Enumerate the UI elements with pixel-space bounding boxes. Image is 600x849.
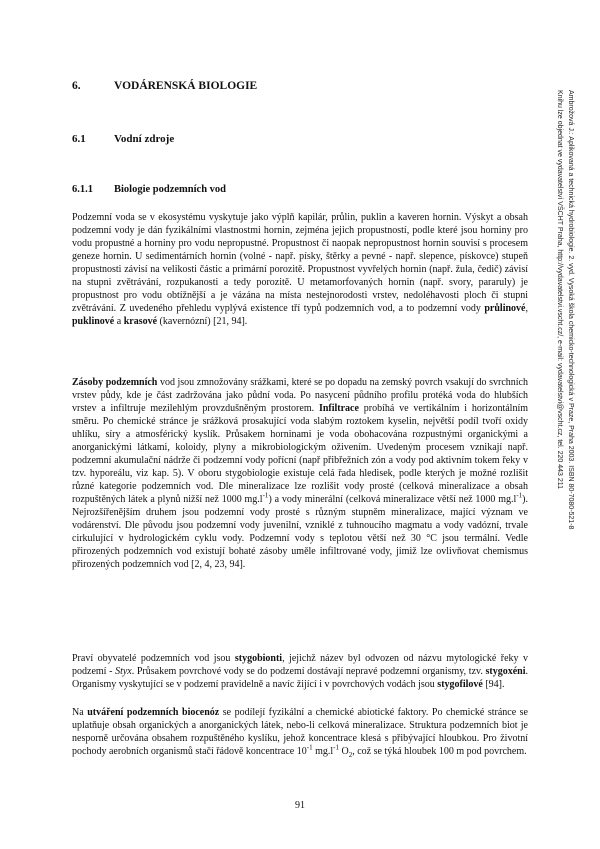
chapter-number: 6.	[72, 80, 81, 92]
section-heading	[72, 133, 174, 145]
chapter-heading	[72, 80, 257, 92]
text-run: mg.l	[312, 746, 334, 757]
bold-term: utváření podzemních biocenóz	[87, 707, 220, 718]
text-run: Praví obyvatelé podzemních vod jsou	[72, 653, 235, 664]
text-run: . Průsakem povrchové vody se do podzemí dostávají nepravé podzemní organismy, tzv.	[131, 666, 486, 677]
text-run: ) a vody minerální (celková mineralizace větší než 1000 mg.l	[268, 494, 517, 505]
subsection-number: 6.1.1	[72, 184, 93, 195]
chapter-title: VODÁRENSKÁ BIOLOGIE	[114, 80, 258, 92]
text-run: a	[114, 316, 124, 327]
text-run: se podílejí fyzikální a chemické abiotické faktory. Po chemické stránce se uplatňuje obsah organických a anorganických látek, nebo-li celková mineralizace. Struktura podzemních biot je nesporně určována obsahem rozpuštěného kyslíku, jehož koncentrace klesá s přibývající hloubkou. Pro životní pochody aerobních organismů stačí řádově koncentrace 10	[72, 707, 528, 757]
superscript: -1	[516, 491, 523, 500]
bold-term: Infiltrace	[318, 403, 359, 414]
paragraph	[72, 706, 528, 758]
text-run: , což se týká hloubek 100 m pod povrchem.	[352, 746, 527, 757]
text-run: [94].	[482, 679, 505, 690]
paragraph	[72, 211, 528, 328]
text-run: vod jsou zmnožovány srážkami, které se po dopadu na zemský povrch vsakují do svrchních vrstev půdy, kde je část zadržována jako půdní voda. Po nasycení půdního profilu protéká voda do hlubších vrstev a infiltruje mezilehlým provzdušněným prostorem.	[72, 377, 528, 414]
side-note-order-info: Knihu lze objednat ve vydavatelství VŠCHT Praha, http://vydavatelstvi.vscht.cz/, e-mail: vydavatelstvi@vscht.cz, tel. 220 443 211	[556, 90, 563, 490]
text-run: Na	[72, 707, 88, 718]
text-run: ,	[525, 303, 528, 314]
bold-term: puklinové	[72, 316, 115, 327]
subscript: 2	[348, 751, 353, 759]
italic-term: Styx	[115, 666, 132, 677]
text-run: O	[338, 746, 349, 757]
text-run: (kavernózní) [21, 94].	[157, 316, 248, 327]
text-run: , jejichž název byl odvozen od názvu mytologické řeky v podzemí -	[72, 653, 528, 677]
section-title: Vodní zdroje	[114, 133, 175, 145]
text-run: Podzemní voda se v ekosystému vyskytuje jako výplň kapilár, průlin, puklin a kaveren hornin. Výskyt a obsah podzemní vody je dán fyzikálními vlastnostmi hornin, zejména jejich propustností, podle které jsou horniny pro vodu propustné a horniny pro vodu nepropustné. Propustnost či naopak nepropustnost hornin souvisí s procesem geneze hornin. U sedimentárních hornin (volné - např. písky, štěrky a pevné - např. slepence, pískovce) stupeň propustnosti závisí na velikosti částic a primární porozitě. Propustnost vyvřelých hornin (např. žula, čedič) závisí na stupni zvětrávání, rozpukanosti a tedy porozitě. U metamorfovaných hornin (např. svory, pararuly) je propustnost pro vodu obtížnější a je vázána na místa nestejnorodosti vrstev, nedoléhavosti ploch či stupni zvětrávání. Z uvedeného přehledu vyplývá existence tří typů podzemních vod, a to podzemní vody	[72, 212, 528, 314]
paragraph	[72, 652, 528, 691]
superscript: -1	[306, 743, 313, 752]
subsection-heading	[72, 184, 226, 195]
text-run: probíhá ve vertikálním i horizontálním směru. Po chemické stránce je srážková prosakující voda slabým roztokem kyselin, největší podíl tvoří oxidy uhlíku, síry a atmosférický kyslík. Průsakem horninami je voda obohacována rozpustnými organickými a anorganickými látkami, koloidy, plyny a mikrobiologickým oživením. Uvedeným procesem vznikají např. podzemní akumulační nádrže či podzemní vody pořícní (např přibřežních zón a vody pod aktivním tokem řeky v tzv. hyporeálu, viz kap. 5). V oboru stygobiologie existuje celá řada hledisek, podle kterých je možné rozlišit různé kategorie podzemních vod. Dle mineralizace lze rozlišit vody prosté (celková mineralizace a obsah rozpuštěných látek a plynů nižší než 1000 mg.l	[72, 403, 529, 505]
side-note-citation: Ambrožová J.: Aplikovaná a technická hydrobiologie. 2. vyd. Vysoká škola chemicko-technologická v Praze, Praha 2003. ISBN 80-7080-521-8	[567, 90, 574, 530]
section-number: 6.1	[72, 133, 86, 145]
bold-term: stygoxéni	[485, 666, 526, 677]
subsection-title: Biologie podzemních vod	[114, 184, 227, 195]
paragraph	[72, 376, 528, 571]
side-note	[546, 90, 576, 690]
bold-term: Zásoby podzemních	[72, 377, 158, 388]
superscript: -1	[333, 743, 339, 752]
bold-term: průlinové	[484, 303, 526, 314]
bold-term: stygofilové	[437, 679, 483, 690]
page-number: 91	[295, 800, 305, 811]
text-run: ). Nejrozšířenějším druhem jsou podzemní vody prosté s různým stupněm mineralizace, mající význam ve vodárenství. Dle původu jsou podzemní vody juvenilní, vzniklé z tuhnoucího magmatu a vody vadózní, trvale cirkulující v hydrologickém cyklu vody. Podzemní vody s teplotou větší než 30 °C jsou termální. Vedle přirozených podzemních vod existují bohaté zásoby uměle infiltrované vody, jimiž lze ovlivňovat chemismus přirozených podzemních vod [2, 4, 23, 94].	[72, 494, 528, 570]
bold-term: krasové	[123, 316, 158, 327]
superscript: -1	[262, 491, 269, 500]
bold-term: stygobionti	[234, 653, 283, 664]
text-run: . Organismy vyskytující se v podzemí pravidelně a navíc žijící i v povrchových vodách jsou	[72, 666, 529, 690]
